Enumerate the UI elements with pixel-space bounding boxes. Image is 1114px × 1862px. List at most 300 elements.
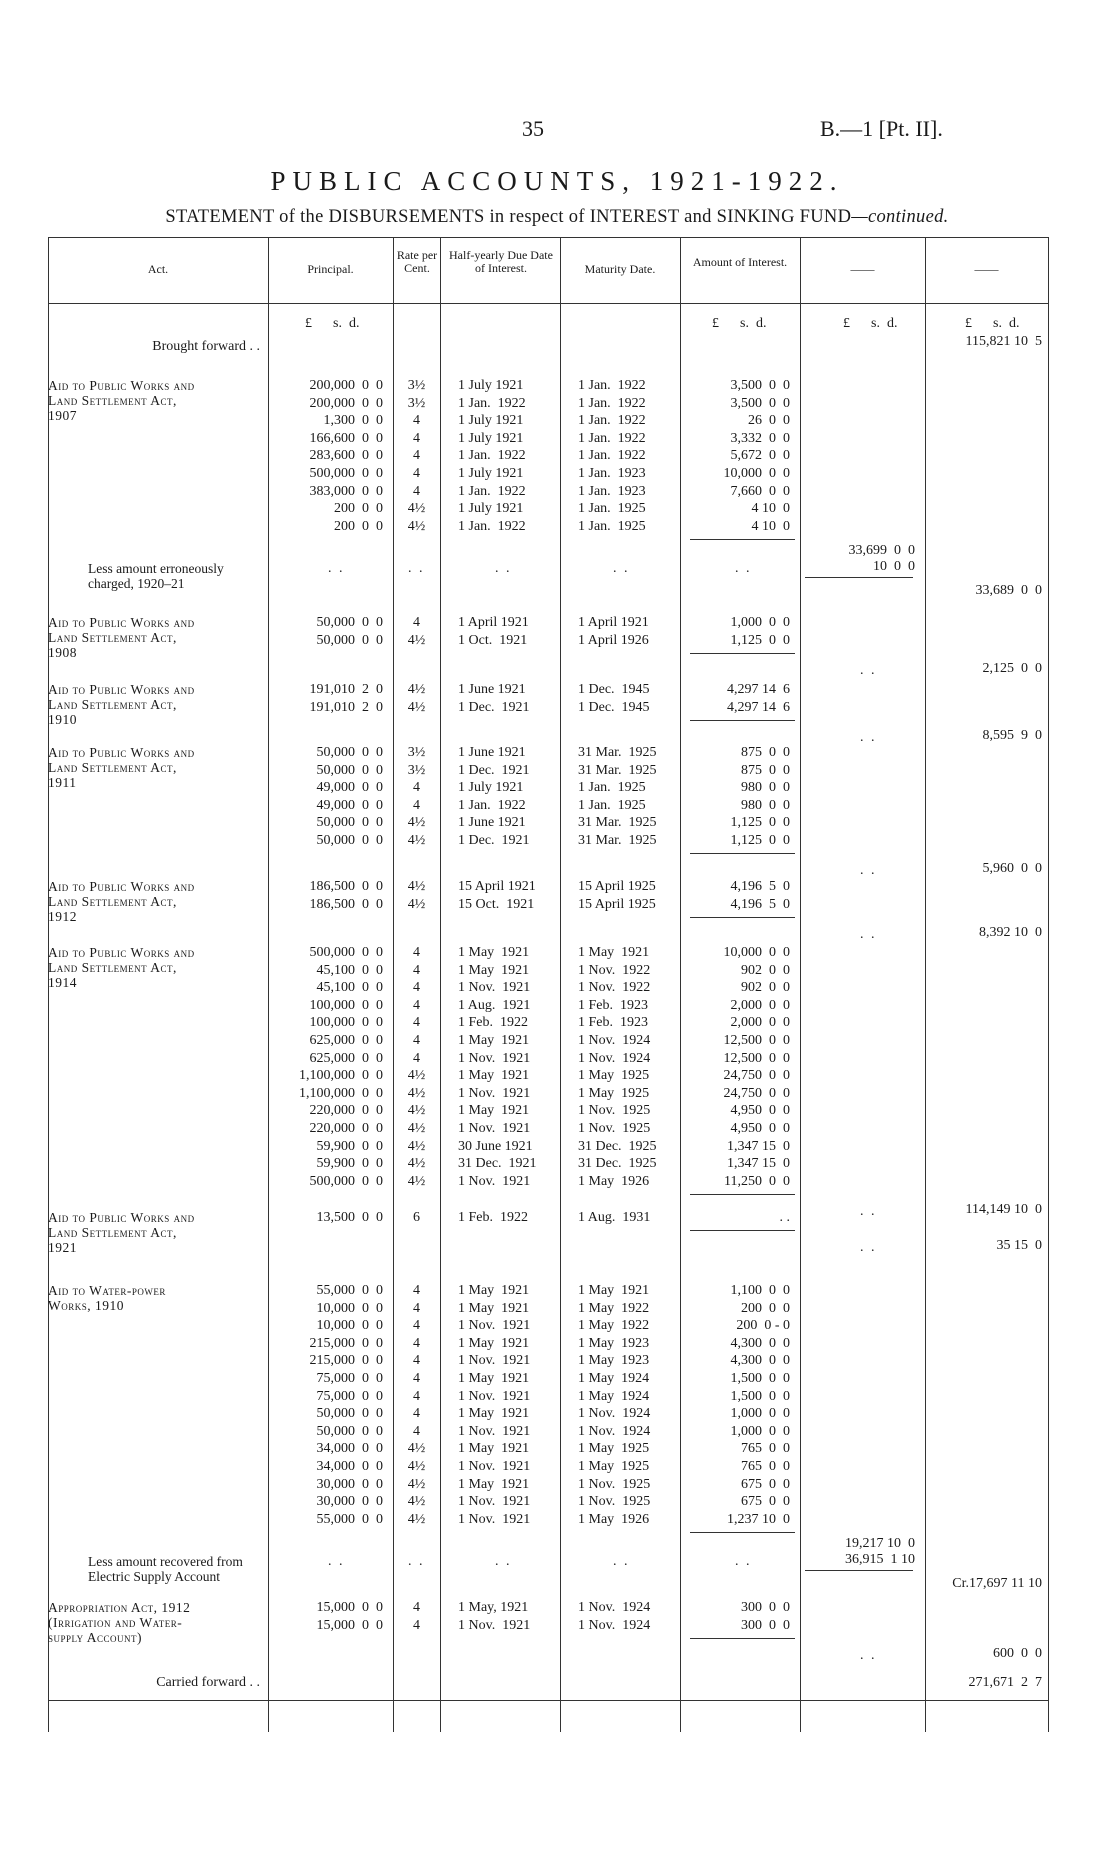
rate-cell: 4½ bbox=[407, 699, 426, 715]
interest-amount-cell: 3,500 0 0 bbox=[730, 395, 790, 411]
half-yearly-date-cell: 1 Dec. 1921 bbox=[458, 699, 530, 715]
rate-cell: 4½ bbox=[407, 1494, 426, 1510]
rate-cell: 4½ bbox=[407, 1121, 426, 1136]
rate-cell: 4½ bbox=[407, 833, 426, 848]
half-yearly-date-cell: 1 Nov. 1921 bbox=[458, 1388, 531, 1404]
half-yearly-date-cell: 1 Nov. 1921 bbox=[458, 1318, 531, 1334]
half-yearly-date-cell: 1 Jan. 1922 bbox=[458, 518, 526, 534]
interest-amount-cell: 200 0 - 0 bbox=[736, 1318, 790, 1334]
interest-amount-cell: 1,125 0 0 bbox=[730, 833, 790, 848]
principal-cell: 50,000 0 0 bbox=[316, 833, 383, 848]
maturity-date-cell: 1 Feb. 1923 bbox=[578, 1015, 648, 1031]
interest-amount-cell: 1,500 0 0 bbox=[730, 1388, 790, 1404]
principal-cell: 186,500 0 0 bbox=[309, 879, 383, 894]
principal-cell: 383,000 0 0 bbox=[309, 483, 383, 499]
interest-amount-cell: 675 0 0 bbox=[741, 1494, 790, 1510]
rate-cell: 4 bbox=[413, 1050, 420, 1066]
half-yearly-date-cell: 1 Jan. 1922 bbox=[458, 448, 526, 464]
blank1-dots: . . bbox=[860, 926, 877, 942]
less-amount-dots: . . bbox=[735, 1553, 752, 1569]
maturity-date-cell: 1 May 1925 bbox=[578, 1085, 650, 1101]
section-total: 600 0 0 bbox=[993, 1645, 1042, 1661]
rate-cell: 4 bbox=[413, 1371, 420, 1386]
act-name-line: Land Settlement Act, bbox=[48, 894, 177, 909]
principal-cell: 50,000 0 0 bbox=[316, 815, 383, 831]
maturity-date-cell: 1 Jan. 1925 bbox=[578, 780, 646, 796]
brought-forward-total: 115,821 10 5 bbox=[965, 334, 1042, 349]
rate-cell: 4 bbox=[413, 1353, 420, 1369]
maturity-date-cell: 1 May 1926 bbox=[578, 1173, 650, 1189]
table-right-rule bbox=[1048, 237, 1049, 1732]
act-name-line: Aid to Public Works and bbox=[48, 682, 195, 697]
rate-cell: 3½ bbox=[407, 395, 426, 411]
half-yearly-date-cell: 1 Nov. 1921 bbox=[458, 1353, 531, 1369]
principal-cell: 59,900 0 0 bbox=[316, 1138, 383, 1154]
half-yearly-date-cell: 1 April 1921 bbox=[458, 615, 529, 630]
rate-cell: 4 bbox=[413, 1423, 420, 1439]
act-name-line: Aid to Public Works and bbox=[48, 615, 195, 630]
interest-amount-cell: 200 0 0 bbox=[741, 1300, 790, 1316]
act-name-line: 1912 bbox=[48, 909, 77, 924]
col-rule-blank1 bbox=[800, 237, 801, 1732]
rate-cell: 4 bbox=[413, 466, 420, 481]
principal-cell: 50,000 0 0 bbox=[316, 615, 383, 630]
principal-cell: 34,000 0 0 bbox=[316, 1459, 383, 1474]
rate-cell: 3½ bbox=[407, 378, 426, 393]
principal-cell: 220,000 0 0 bbox=[309, 1121, 383, 1136]
maturity-date-cell: 31 Mar. 1925 bbox=[578, 833, 657, 848]
act-name bbox=[48, 745, 263, 790]
act-name-line: Appropriation Act, 1912 bbox=[48, 1600, 191, 1615]
interest-amount-cell: 10,000 0 0 bbox=[723, 466, 790, 481]
half-yearly-date-cell: 1 Nov. 1921 bbox=[458, 1085, 531, 1101]
act-name-line: Works, 1910 bbox=[48, 1298, 124, 1313]
half-yearly-date-cell: 1 June 1921 bbox=[458, 682, 526, 697]
principal-cell: 55,000 0 0 bbox=[316, 1511, 383, 1527]
less-amount-dots: . . bbox=[735, 560, 752, 576]
act-name-line: Aid to Public Works and bbox=[48, 378, 195, 393]
rate-cell: 4 bbox=[413, 413, 420, 429]
interest-amount-cell: 4,196 5 0 bbox=[730, 879, 790, 894]
subtotal-rule bbox=[690, 1532, 795, 1533]
maturity-date-cell: 1 May 1922 bbox=[578, 1300, 650, 1316]
interest-amount-cell: 4,950 0 0 bbox=[730, 1103, 790, 1119]
half-yearly-date-cell: 1 May 1921 bbox=[458, 1103, 530, 1119]
principal-cell: 49,000 0 0 bbox=[316, 780, 383, 796]
half-yearly-date-cell: 1 Nov. 1921 bbox=[458, 1423, 531, 1439]
maturity-date-cell: 1 Dec. 1945 bbox=[578, 682, 650, 697]
maturity-date-cell: 1 Jan. 1922 bbox=[578, 448, 646, 464]
half-yearly-date-cell: 1 July 1921 bbox=[458, 466, 524, 481]
principal-cell: 50,000 0 0 bbox=[316, 1406, 383, 1422]
act-name bbox=[48, 378, 263, 423]
principal-cell: 191,010 2 0 bbox=[309, 682, 383, 697]
rate-cell: 4 bbox=[413, 1335, 420, 1351]
interest-amount-cell: 12,500 0 0 bbox=[723, 1050, 790, 1066]
half-yearly-date-cell: 31 Dec. 1921 bbox=[458, 1156, 537, 1172]
interest-amount-cell: 1,000 0 0 bbox=[730, 615, 790, 630]
rate-cell: 4 bbox=[413, 430, 420, 446]
principal-cell: 1,300 0 0 bbox=[323, 413, 383, 429]
brought-forward-label: Brought forward . . bbox=[152, 339, 260, 354]
blank1-dots: . . bbox=[860, 662, 877, 678]
subtotal-amount: 33,699 0 0 bbox=[848, 542, 915, 558]
table-top-rule bbox=[48, 237, 1048, 238]
principal-cell: 200 0 0 bbox=[334, 501, 383, 517]
principal-cell: 50,000 0 0 bbox=[316, 762, 383, 778]
half-yearly-date-cell: 1 Nov. 1921 bbox=[458, 1121, 531, 1136]
interest-amount-cell: 12,500 0 0 bbox=[723, 1033, 790, 1048]
principal-cell: 215,000 0 0 bbox=[309, 1335, 383, 1351]
interest-amount-cell: 4,300 0 0 bbox=[730, 1353, 790, 1369]
principal-cell: 200,000 0 0 bbox=[309, 378, 383, 393]
subtitle-continued: —continued. bbox=[851, 207, 949, 227]
interest-amount-cell: 675 0 0 bbox=[741, 1476, 790, 1492]
half-yearly-date-cell: 15 Oct. 1921 bbox=[458, 896, 535, 912]
act-name bbox=[48, 945, 263, 990]
interest-amount-cell: 875 0 0 bbox=[741, 762, 790, 778]
maturity-date-cell: 1 Jan. 1925 bbox=[578, 518, 646, 534]
maturity-date-cell: 1 May 1923 bbox=[578, 1335, 650, 1351]
page-subtitle bbox=[0, 207, 1114, 228]
half-yearly-date-cell: 1 Nov. 1921 bbox=[458, 1050, 531, 1066]
interest-amount-cell: 1,347 15 0 bbox=[727, 1138, 790, 1154]
section-rule bbox=[690, 720, 795, 721]
act-name-line: (Irrigation and Water- bbox=[48, 1615, 183, 1630]
half-yearly-date-cell: 1 Feb. 1922 bbox=[458, 1015, 528, 1031]
half-yearly-date-cell: 1 May 1921 bbox=[458, 1068, 530, 1084]
principal-cell: 186,500 0 0 bbox=[309, 896, 383, 912]
col-rule-maturity bbox=[560, 237, 561, 1732]
col-rule-halfyearly bbox=[440, 237, 441, 1732]
act-name-line: 1911 bbox=[48, 775, 77, 790]
half-yearly-date-cell: 1 July 1921 bbox=[458, 430, 524, 446]
interest-amount-cell: 980 0 0 bbox=[741, 780, 790, 796]
half-yearly-date-cell: 1 May 1921 bbox=[458, 1371, 530, 1386]
section-total: 114,149 10 0 bbox=[965, 1201, 1042, 1217]
blank1-dots: . . bbox=[860, 863, 877, 878]
rate-cell: 4½ bbox=[407, 879, 426, 894]
principal-cell: 200,000 0 0 bbox=[309, 395, 383, 411]
interest-amount-cell: 300 0 0 bbox=[741, 1600, 790, 1615]
less-date-dots: . . bbox=[495, 1553, 512, 1569]
principal-cell: 191,010 2 0 bbox=[309, 699, 383, 715]
blank1-dots: . . bbox=[860, 1647, 877, 1663]
principal-cell: 59,900 0 0 bbox=[316, 1156, 383, 1172]
maturity-date-cell: 1 Jan. 1922 bbox=[578, 430, 646, 446]
half-yearly-date-cell: 1 May 1921 bbox=[458, 1335, 530, 1351]
half-yearly-date-cell: 1 Jan. 1922 bbox=[458, 395, 526, 411]
less-rule bbox=[805, 1570, 913, 1571]
rate-cell: 4½ bbox=[407, 1173, 426, 1189]
col-head-maturity: Maturity Date. bbox=[584, 262, 656, 276]
half-yearly-date-cell: 1 Dec. 1921 bbox=[458, 833, 530, 848]
half-yearly-date-cell: 1 May 1921 bbox=[458, 1300, 530, 1316]
maturity-date-cell: 1 Jan. 1922 bbox=[578, 378, 646, 393]
maturity-date-cell: 1 May 1923 bbox=[578, 1353, 650, 1369]
interest-amount-cell: 4,300 0 0 bbox=[730, 1335, 790, 1351]
principal-cell: 1,100,000 0 0 bbox=[299, 1068, 383, 1084]
interest-amount-cell: 4,196 5 0 bbox=[730, 896, 790, 912]
act-name-line: 1910 bbox=[48, 712, 77, 727]
less-amount: 10 0 0 bbox=[873, 558, 915, 574]
rate-cell: 4½ bbox=[407, 1156, 426, 1172]
maturity-date-cell: 1 Nov. 1922 bbox=[578, 962, 651, 978]
maturity-date-cell: 1 Nov. 1924 bbox=[578, 1617, 651, 1633]
principal-cell: 100,000 0 0 bbox=[309, 1015, 383, 1031]
rate-cell: 4 bbox=[413, 797, 420, 813]
interest-amount-cell: 11,250 0 0 bbox=[724, 1173, 790, 1189]
principal-cell: 55,000 0 0 bbox=[316, 1283, 383, 1298]
interest-amount-cell: 1,125 0 0 bbox=[730, 815, 790, 831]
less-amount: 36,915 1 10 bbox=[845, 1551, 915, 1567]
less-maturity-dots: . . bbox=[613, 1553, 630, 1569]
col-head-blank1: —— bbox=[850, 262, 875, 276]
rate-cell: 4 bbox=[413, 945, 420, 960]
act-name-line: 1907 bbox=[48, 408, 77, 423]
less-rate-dots: . . bbox=[408, 560, 425, 576]
section-rule bbox=[690, 853, 795, 854]
maturity-date-cell: 15 April 1925 bbox=[578, 896, 656, 912]
maturity-date-cell: 1 May 1925 bbox=[578, 1441, 650, 1457]
rate-cell: 4 bbox=[413, 780, 420, 796]
act-name-line: Land Settlement Act, bbox=[48, 630, 177, 645]
maturity-date-cell: 1 May 1924 bbox=[578, 1388, 650, 1404]
interest-amount-cell: 765 0 0 bbox=[741, 1441, 790, 1457]
principal-cell: 1,100,000 0 0 bbox=[299, 1085, 383, 1101]
rate-cell: 4½ bbox=[407, 501, 426, 517]
section-total: 33,689 0 0 bbox=[975, 582, 1042, 598]
section-total: Cr.17,697 11 10 bbox=[952, 1575, 1042, 1591]
half-yearly-date-cell: 1 Aug. 1921 bbox=[458, 997, 531, 1013]
principal-cell: 500,000 0 0 bbox=[309, 466, 383, 481]
maturity-date-cell: 31 Mar. 1925 bbox=[578, 815, 657, 831]
table-header-rule bbox=[48, 303, 1048, 304]
rate-cell: 4½ bbox=[407, 1511, 426, 1527]
lsd-principal: £ s. d. bbox=[305, 316, 360, 331]
maturity-date-cell: 1 Nov. 1924 bbox=[578, 1406, 651, 1422]
subtitle-main: STATEMENT of the DISBURSEMENTS in respect of INTEREST and SINKING FUND bbox=[165, 207, 852, 227]
rate-cell: 4½ bbox=[407, 1441, 426, 1457]
half-yearly-date-cell: 1 Nov. 1921 bbox=[458, 980, 531, 996]
interest-amount-cell: 7,660 0 0 bbox=[730, 483, 790, 499]
maturity-date-cell: 1 May 1921 bbox=[578, 945, 650, 960]
lsd-blank1: £ s. d. bbox=[843, 316, 898, 331]
act-name bbox=[48, 615, 263, 660]
blank1-dots: . . bbox=[860, 1240, 877, 1255]
rate-cell: 4½ bbox=[407, 815, 426, 831]
interest-amount-cell: 4,297 14 6 bbox=[727, 682, 790, 697]
col-head-amount: Amount of Interest. bbox=[692, 255, 788, 269]
maturity-date-cell: 1 Feb. 1923 bbox=[578, 997, 648, 1013]
maturity-date-cell: 1 Aug. 1931 bbox=[578, 1210, 651, 1225]
principal-cell: 100,000 0 0 bbox=[309, 997, 383, 1013]
principal-cell: 15,000 0 0 bbox=[316, 1600, 383, 1615]
act-name bbox=[48, 1210, 263, 1255]
act-name bbox=[48, 1283, 263, 1313]
section-total: 8,392 10 0 bbox=[979, 924, 1042, 940]
col-head-principal: Principal. bbox=[307, 262, 354, 276]
section-total: 5,960 0 0 bbox=[982, 861, 1042, 876]
less-principal-dots: . . bbox=[328, 1553, 345, 1569]
less-principal-dots: . . bbox=[328, 560, 345, 576]
rate-cell: 4 bbox=[413, 448, 420, 464]
principal-cell: 30,000 0 0 bbox=[316, 1476, 383, 1492]
act-name-line: 1921 bbox=[48, 1240, 77, 1255]
principal-cell: 75,000 0 0 bbox=[316, 1388, 383, 1404]
section-rule bbox=[690, 653, 795, 654]
maturity-date-cell: 15 April 1925 bbox=[578, 879, 656, 894]
maturity-date-cell: 1 Nov. 1925 bbox=[578, 1121, 651, 1136]
principal-cell: 625,000 0 0 bbox=[309, 1050, 383, 1066]
half-yearly-date-cell: 30 June 1921 bbox=[458, 1138, 533, 1154]
rate-cell: 3½ bbox=[407, 745, 426, 760]
less-label: Less amount erroneously charged, 1920–21 bbox=[88, 560, 224, 591]
act-name-line: Aid to Water-power bbox=[48, 1283, 166, 1298]
rate-cell: 4 bbox=[413, 1300, 420, 1316]
principal-cell: 10,000 0 0 bbox=[316, 1318, 383, 1334]
half-yearly-date-cell: 1 July 1921 bbox=[458, 378, 524, 393]
rate-cell: 4 bbox=[413, 1406, 420, 1422]
rate-cell: 4 bbox=[413, 1015, 420, 1031]
rate-cell: 4 bbox=[413, 1033, 420, 1048]
col-head-blank2: —— bbox=[974, 262, 999, 276]
maturity-date-cell: 1 May 1925 bbox=[578, 1459, 650, 1474]
less-rule bbox=[805, 577, 913, 578]
rate-cell: 4 bbox=[413, 1388, 420, 1404]
principal-cell: 50,000 0 0 bbox=[316, 745, 383, 760]
section-rule bbox=[690, 1230, 795, 1231]
subtotal-rule bbox=[690, 539, 795, 540]
maturity-date-cell: 1 Nov. 1924 bbox=[578, 1600, 651, 1615]
principal-cell: 283,600 0 0 bbox=[309, 448, 383, 464]
section-total: 8,595 9 0 bbox=[982, 727, 1042, 743]
principal-cell: 220,000 0 0 bbox=[309, 1103, 383, 1119]
interest-amount-cell: 875 0 0 bbox=[741, 745, 790, 760]
half-yearly-date-cell: 1 May, 1921 bbox=[458, 1600, 529, 1615]
maturity-date-cell: 1 Nov. 1924 bbox=[578, 1423, 651, 1439]
maturity-date-cell: 31 Dec. 1925 bbox=[578, 1138, 657, 1154]
act-name-line: supply Account) bbox=[48, 1630, 142, 1645]
interest-amount-cell: 980 0 0 bbox=[741, 797, 790, 813]
act-name bbox=[48, 879, 263, 924]
rate-cell: 4 bbox=[413, 997, 420, 1013]
interest-amount-cell: 1,000 0 0 bbox=[730, 1406, 790, 1422]
half-yearly-date-cell: 1 Nov. 1921 bbox=[458, 1173, 531, 1189]
maturity-date-cell: 31 Mar. 1925 bbox=[578, 745, 657, 760]
principal-cell: 49,000 0 0 bbox=[316, 797, 383, 813]
maturity-date-cell: 1 Dec. 1945 bbox=[578, 699, 650, 715]
half-yearly-date-cell: 1 Nov. 1921 bbox=[458, 1511, 531, 1527]
rate-cell: 3½ bbox=[407, 762, 426, 778]
half-yearly-date-cell: 1 May 1921 bbox=[458, 1406, 530, 1422]
interest-amount-cell: 1,347 15 0 bbox=[727, 1156, 790, 1172]
half-yearly-date-cell: 1 Jan. 1922 bbox=[458, 797, 526, 813]
rate-cell: 4 bbox=[413, 1617, 420, 1633]
half-yearly-date-cell: 1 July 1921 bbox=[458, 413, 524, 429]
principal-cell: 45,100 0 0 bbox=[316, 962, 383, 978]
maturity-date-cell: 1 Nov. 1925 bbox=[578, 1494, 651, 1510]
maturity-date-cell: 1 Jan. 1923 bbox=[578, 483, 646, 499]
interest-amount-cell: 902 0 0 bbox=[741, 962, 790, 978]
half-yearly-date-cell: 1 Nov. 1921 bbox=[458, 1459, 531, 1474]
subtotal-amount: 19,217 10 0 bbox=[845, 1535, 915, 1551]
interest-amount-cell: 4,950 0 0 bbox=[730, 1121, 790, 1136]
page-number: 35 bbox=[522, 116, 544, 141]
interest-amount-cell: 4,297 14 6 bbox=[727, 699, 790, 715]
maturity-date-cell: 1 May 1925 bbox=[578, 1068, 650, 1084]
maturity-date-cell: 1 Nov. 1924 bbox=[578, 1050, 651, 1066]
rate-cell: 4½ bbox=[407, 632, 426, 648]
less-label: Less amount recovered from Electric Supply Account bbox=[88, 1553, 243, 1584]
interest-amount-cell: 902 0 0 bbox=[741, 980, 790, 996]
page-title: PUBLIC ACCOUNTS, 1921-1922. bbox=[270, 166, 844, 196]
half-yearly-date-cell: 1 May 1921 bbox=[458, 1283, 530, 1298]
interest-amount-cell: 4 10 0 bbox=[751, 518, 790, 534]
interest-amount-cell: 24,750 0 0 bbox=[723, 1085, 790, 1101]
half-yearly-date-cell: 1 June 1921 bbox=[458, 745, 526, 760]
rate-cell: 4½ bbox=[407, 1138, 426, 1154]
interest-amount-cell: 1,500 0 0 bbox=[730, 1371, 790, 1386]
half-yearly-date-cell: 1 May 1921 bbox=[458, 1033, 530, 1048]
section-rule bbox=[690, 1194, 795, 1195]
maturity-date-cell: 1 Jan. 1923 bbox=[578, 466, 646, 481]
rate-cell: 4 bbox=[413, 483, 420, 499]
half-yearly-date-cell: 1 June 1921 bbox=[458, 815, 526, 831]
interest-amount-cell: 3,332 0 0 bbox=[730, 430, 790, 446]
principal-cell: 500,000 0 0 bbox=[309, 1173, 383, 1189]
rate-cell: 4½ bbox=[407, 1459, 426, 1474]
principal-cell: 50,000 0 0 bbox=[316, 1423, 383, 1439]
half-yearly-date-cell: 1 Dec. 1921 bbox=[458, 762, 530, 778]
rate-cell: 4½ bbox=[407, 518, 426, 534]
interest-amount-cell: 2,000 0 0 bbox=[730, 1015, 790, 1031]
rate-cell: 4 bbox=[413, 1600, 420, 1615]
principal-cell: 34,000 0 0 bbox=[316, 1441, 383, 1457]
carried-forward-label: Carried forward . . bbox=[156, 1675, 260, 1690]
maturity-date-cell: 1 Jan. 1922 bbox=[578, 395, 646, 411]
interest-amount-cell: 3,500 0 0 bbox=[730, 378, 790, 393]
carried-forward-total: 271,671 2 7 bbox=[968, 1675, 1042, 1690]
interest-amount-cell: 300 0 0 bbox=[741, 1617, 790, 1633]
rate-cell: 4½ bbox=[407, 1103, 426, 1119]
section-total: 35 15 0 bbox=[996, 1238, 1042, 1253]
interest-amount-cell: 26 0 0 bbox=[748, 413, 790, 429]
less-date-dots: . . bbox=[495, 560, 512, 576]
section-rule bbox=[690, 1638, 795, 1639]
principal-cell: 500,000 0 0 bbox=[309, 945, 383, 960]
maturity-date-cell: 1 May 1926 bbox=[578, 1511, 650, 1527]
rate-cell: 4 bbox=[413, 1318, 420, 1334]
half-yearly-date-cell: 15 April 1921 bbox=[458, 879, 536, 894]
half-yearly-date-cell: 1 Oct. 1921 bbox=[458, 632, 528, 648]
maturity-date-cell: 1 Nov. 1924 bbox=[578, 1033, 651, 1048]
rate-cell: 4½ bbox=[407, 1476, 426, 1492]
half-yearly-date-cell: 1 Nov. 1921 bbox=[458, 1494, 531, 1510]
half-yearly-date-cell: 1 Jan. 1922 bbox=[458, 483, 526, 499]
table-bottom-rule bbox=[48, 1700, 1048, 1701]
lsd-amount: £ s. d. bbox=[712, 316, 767, 331]
maturity-date-cell: 1 Jan. 1922 bbox=[578, 413, 646, 429]
act-name-line: Land Settlement Act, bbox=[48, 960, 177, 975]
rate-cell: 4 bbox=[413, 962, 420, 978]
interest-amount-cell: 1,100 0 0 bbox=[730, 1283, 790, 1298]
act-name-line: Aid to Public Works and bbox=[48, 879, 195, 894]
half-yearly-date-cell: 1 May 1921 bbox=[458, 1441, 530, 1457]
col-head-act: Act. bbox=[147, 262, 169, 276]
interest-amount-cell: 2,000 0 0 bbox=[730, 997, 790, 1013]
principal-cell: 15,000 0 0 bbox=[316, 1617, 383, 1633]
